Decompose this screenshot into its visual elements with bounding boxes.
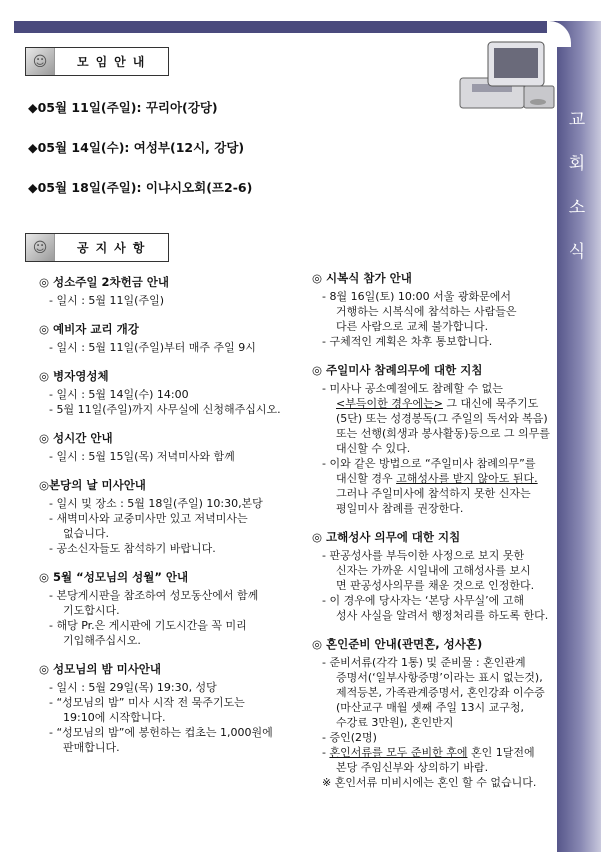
notice-title-box — [25, 233, 169, 262]
portrait-icon: ☺ — [26, 234, 55, 261]
notice-section-title: ◎ 예비자 교리 개강 — [39, 322, 139, 336]
notice-line: 다른 사람으로 교체 불가합니다. — [336, 320, 489, 333]
notice-line: 제적등본, 가족관계증명서, 혼인강좌 이수증 — [336, 686, 545, 699]
notice-section-title: ◎ 성모님의 밤 미사안내 — [39, 662, 162, 676]
side-title-char: 회 — [568, 154, 586, 174]
notice-line: (5단) 또는 성경봉독(그 주일의 독서와 복음) — [336, 412, 548, 425]
notice-line: 기입해주십시오. — [63, 634, 141, 647]
notice-line: - 이와 같은 방법으로 “주일미사 참례의무”를 — [322, 457, 536, 470]
notice-line: - 해당 Pr.은 게시판에 기도시간을 꼭 미리 — [49, 619, 247, 632]
meeting-item: ◆05월 18일(주일): 이냐시오회(프2-6) — [28, 180, 253, 195]
notice-right-column — [312, 271, 558, 804]
notice-line: - 일시 : 5월 11일(주일) — [49, 294, 164, 307]
notice-line: 그러나 주일미사에 참석하지 못한 신자는 — [336, 487, 531, 500]
notice-line: 기도합시다. — [63, 604, 120, 617]
notice-section — [39, 478, 307, 556]
notice-section — [39, 275, 307, 308]
notice-line: 성사 사실을 알려서 행정처리를 하도록 한다. — [336, 609, 549, 622]
notice-line: - 일시 : 5월 29일(목) 19:30, 성당 — [49, 681, 217, 694]
notice-section — [312, 530, 558, 623]
notice-section-title: ◎ 주일미사 참례의무에 대한 지침 — [312, 363, 483, 377]
notice-line: - 구체적인 계획은 차후 통보합니다. — [322, 335, 493, 348]
notice-left-column — [39, 275, 307, 769]
notice-section — [39, 662, 307, 755]
notice-line: - 새벽미사와 교중미사만 있고 저녁미사는 — [49, 512, 248, 525]
notice-line: - 판공성사를 부득이한 사정으로 보지 못한 — [322, 549, 525, 562]
side-title — [565, 98, 589, 274]
meeting-item: ◆05월 14일(수): 여성부(12시, 강당) — [28, 140, 245, 155]
notice-line: 신자는 가까운 시일내에 고해성사를 보시 — [336, 564, 531, 577]
meeting-item: ◆05월 11일(주일): 꾸리아(강당) — [28, 100, 218, 115]
meeting-title: 모임안내 — [77, 55, 152, 69]
notice-line: - 일시 : 5월 14일(수) 14:00 — [49, 388, 189, 401]
notice-section-title: ◎ 성시간 안내 — [39, 431, 113, 445]
notice-line: 판매합니다. — [63, 741, 120, 754]
meeting-title-box — [25, 47, 169, 76]
side-title-char: 식 — [568, 242, 586, 262]
notice-section-title: ◎ 혼인준비 안내(관면혼, 성사혼) — [312, 637, 483, 651]
notice-line: - 본당게시판을 참조하여 성모동산에서 함께 — [49, 589, 259, 602]
notice-line: - 이 경우에 당사자는 ‘본당 사무실’에 고해 — [322, 594, 524, 607]
notice-line: 면 판공성사의무를 채운 것으로 인정한다. — [336, 579, 535, 592]
notice-line: - 증인(2명) — [322, 731, 377, 744]
notice-line: 본당 주임신부와 상의하기 바람. — [336, 761, 489, 774]
notice-line: - “성모님의 밤” 미사 시작 전 묵주기도는 — [49, 696, 245, 709]
notice-section — [312, 271, 558, 349]
notice-section-title: ◎본당의 날 미사안내 — [39, 478, 146, 492]
side-title-char: 교 — [568, 110, 586, 130]
top-bar — [14, 21, 580, 33]
notice-line: 증명서(‘일부사항증명’이라는 표시 없는것), — [336, 671, 543, 684]
computer-illustration — [458, 40, 558, 114]
notice-line: <부득이한 경우에는> 그 대신에 묵주기도 — [336, 397, 539, 410]
notice-section — [312, 637, 558, 790]
side-title-char: 소 — [568, 198, 586, 218]
notice-line: 평일미사 참례를 권장한다. — [336, 502, 464, 515]
notice-line: - 일시 및 장소 : 5월 18일(주일) 10:30,본당 — [49, 497, 263, 510]
notice-line: - 일시 : 5월 15일(목) 저녁미사와 함께 — [49, 450, 235, 463]
notice-line: - 미사나 공소예절에도 참례할 수 없는 — [322, 382, 503, 395]
notice-line: - 준비서류(각각 1통) 및 준비물 : 혼인관계 — [322, 656, 526, 669]
notice-section — [312, 363, 558, 516]
notice-section-title: ◎ 시복식 참가 안내 — [312, 271, 412, 285]
notice-line: - 혼인서류를 모두 준비한 후에 혼인 1달전에 — [322, 746, 535, 759]
notice-line: 또는 선행(희생과 봉사활동)등으로 그 의무를 — [336, 427, 550, 440]
notice-section-title: ◎ 5월 “성모님의 성월” 안내 — [39, 570, 189, 584]
notice-line: - 5월 11일(주일)까지 사무실에 신청해주십시오. — [49, 403, 281, 416]
notice-title: 공지사항 — [77, 241, 152, 255]
notice-line: 19:10에 시작합니다. — [63, 711, 166, 724]
portrait-icon: ☺ — [26, 48, 55, 75]
notice-line: 거행하는 시복식에 참석하는 사람들은 — [336, 305, 517, 318]
notice-line: ※ 혼인서류 미비시에는 혼인 할 수 없습니다. — [322, 776, 537, 789]
notice-section — [39, 570, 307, 648]
notice-line: 없습니다. — [63, 527, 110, 540]
notice-section-title: ◎ 고해성사 의무에 대한 지침 — [312, 530, 461, 544]
notice-section-title: ◎ 성소주일 2차헌금 안내 — [39, 275, 170, 289]
notice-line: - 8월 16일(토) 10:00 서울 광화문에서 — [322, 290, 511, 303]
notice-section — [39, 369, 307, 417]
notice-line: - 일시 : 5월 11일(주일)부터 매주 주일 9시 — [49, 341, 256, 354]
notice-line: 대신할 수 있다. — [336, 442, 411, 455]
notice-line: - “성모님의 밤”에 봉헌하는 컵초는 1,000원에 — [49, 726, 273, 739]
notice-line: (마산교구 매월 셋째 주일 13시 교구청, — [336, 701, 525, 714]
notice-section — [39, 322, 307, 355]
notice-line: - 공소신자들도 참석하기 바랍니다. — [49, 542, 216, 555]
notice-section — [39, 431, 307, 464]
notice-section-title: ◎ 병자영성체 — [39, 369, 109, 383]
notice-line: 수강료 3만원), 혼인반지 — [336, 716, 454, 729]
notice-line: 대신할 경우 고해성사를 받지 않아도 된다. — [336, 472, 538, 485]
